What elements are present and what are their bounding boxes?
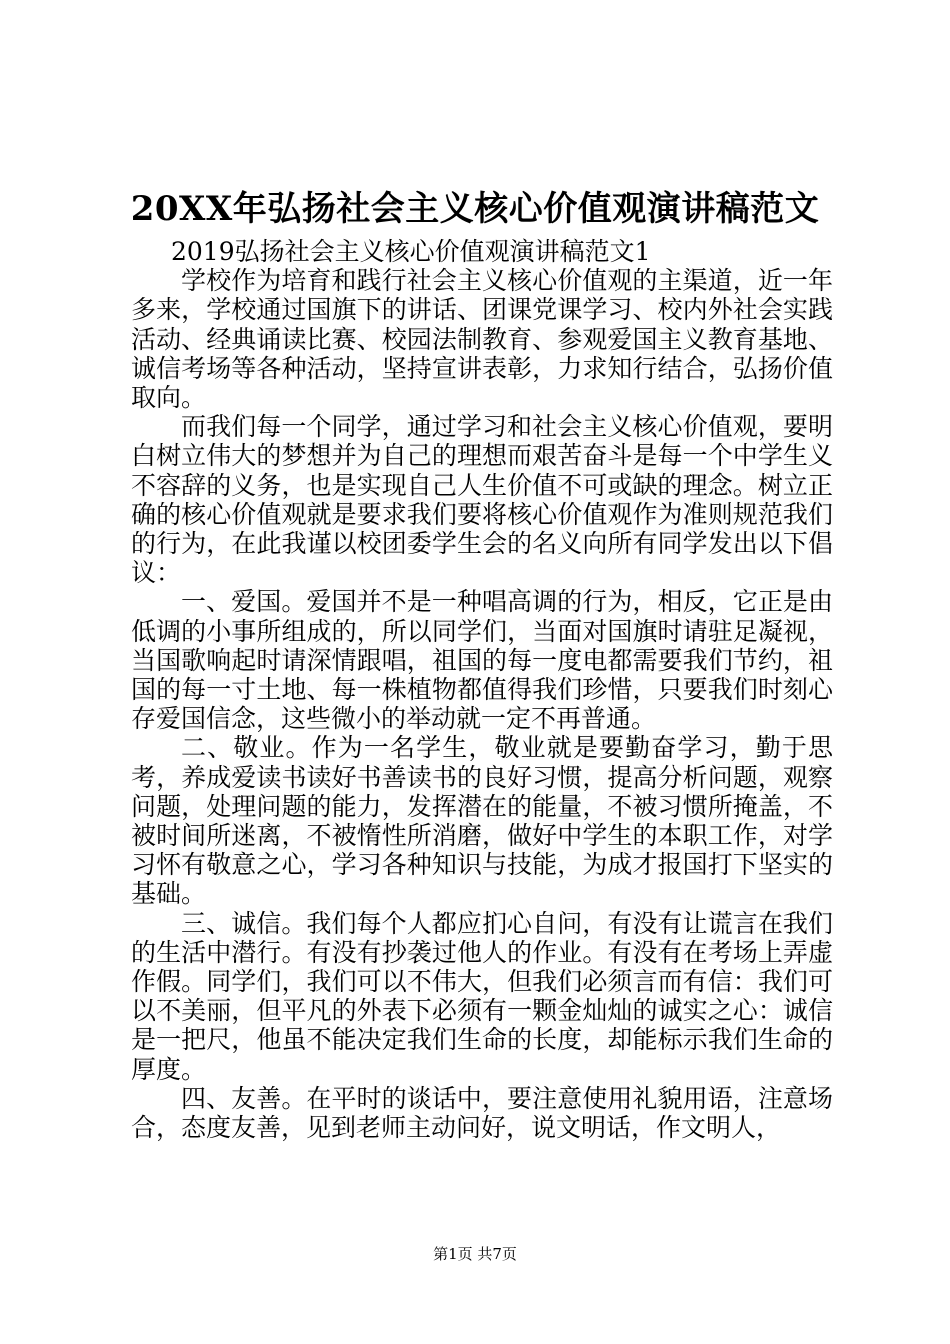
paragraph: 学校作为培育和践行社会主义核心价值观的主渠道，近一年多来，学校通过国旗下的讲话、团课党课学习、校内外社会实践活动、经典诵读比赛、校园法制教育、参观爱国主义教育基地、诚信考场等各种活动，坚持宣讲表彰，力求知行结合，弘扬价值取向。 [131,266,833,413]
document-body [131,237,833,1142]
document-title: 20XX年弘扬社会主义核心价值观演讲稿范文 [130,189,820,229]
paragraph: 二、敬业。作为一名学生，敬业就是要勤奋学习，勤于思考，养成爱读书读好书善读书的良好习惯，提高分析问题，观察问题，处理问题的能力，发挥潜在的能量，不被习惯所掩盖，不被时间所迷离，不被惰性所消磨，做好中学生的本职工作，对学习怀有敬意之心，学习各种知识与技能，为成才报国打下坚实的基础。 [131,733,833,909]
page-number-footer: 第1页 共7页 [433,1245,517,1263]
paragraph: 而我们每一个同学，通过学习和社会主义核心价值观，要明白树立伟大的梦想并为自己的理想而艰苦奋斗是每一个中学生义不容辞的义务，也是实现自己人生价值不可或缺的理念。树立正确的核心价值观就是要求我们要将核心价值观作为准则规范我们的行为，在此我谨以校团委学生会的名义向所有同学发出以下倡议： [131,412,833,588]
paragraph: 四、友善。在平时的谈话中，要注意使用礼貌用语，注意场合，态度友善，见到老师主动问好，说文明话，作文明人， [131,1083,833,1143]
paragraph: 一、爱国。爱国并不是一种唱高调的行为，相反，它正是由低调的小事所组成的，所以同学们，当面对国旗时请驻足凝视，当国歌响起时请深情跟唱，祖国的每一度电都需要我们节约，祖国的每一寸土地、每一株植物都值得我们珍惜，只要我们时刻心存爱国信念，这些微小的举动就一定不再普通。 [131,587,833,734]
document-subtitle: 2019弘扬社会主义核心价值观演讲稿范文1 [171,237,651,266]
paragraph: 三、诚信。我们每个人都应扪心自问，有没有让谎言在我们的生活中潜行。有没有抄袭过他人的作业。有没有在考场上弄虚作假。同学们，我们可以不伟大，但我们必须言而有信：我们可以不美丽，但平凡的外表下必须有一颗金灿灿的诚实之心：诚信是一把尺，他虽不能决定我们生命的长度，却能标示我们生命的厚度。 [131,908,833,1084]
